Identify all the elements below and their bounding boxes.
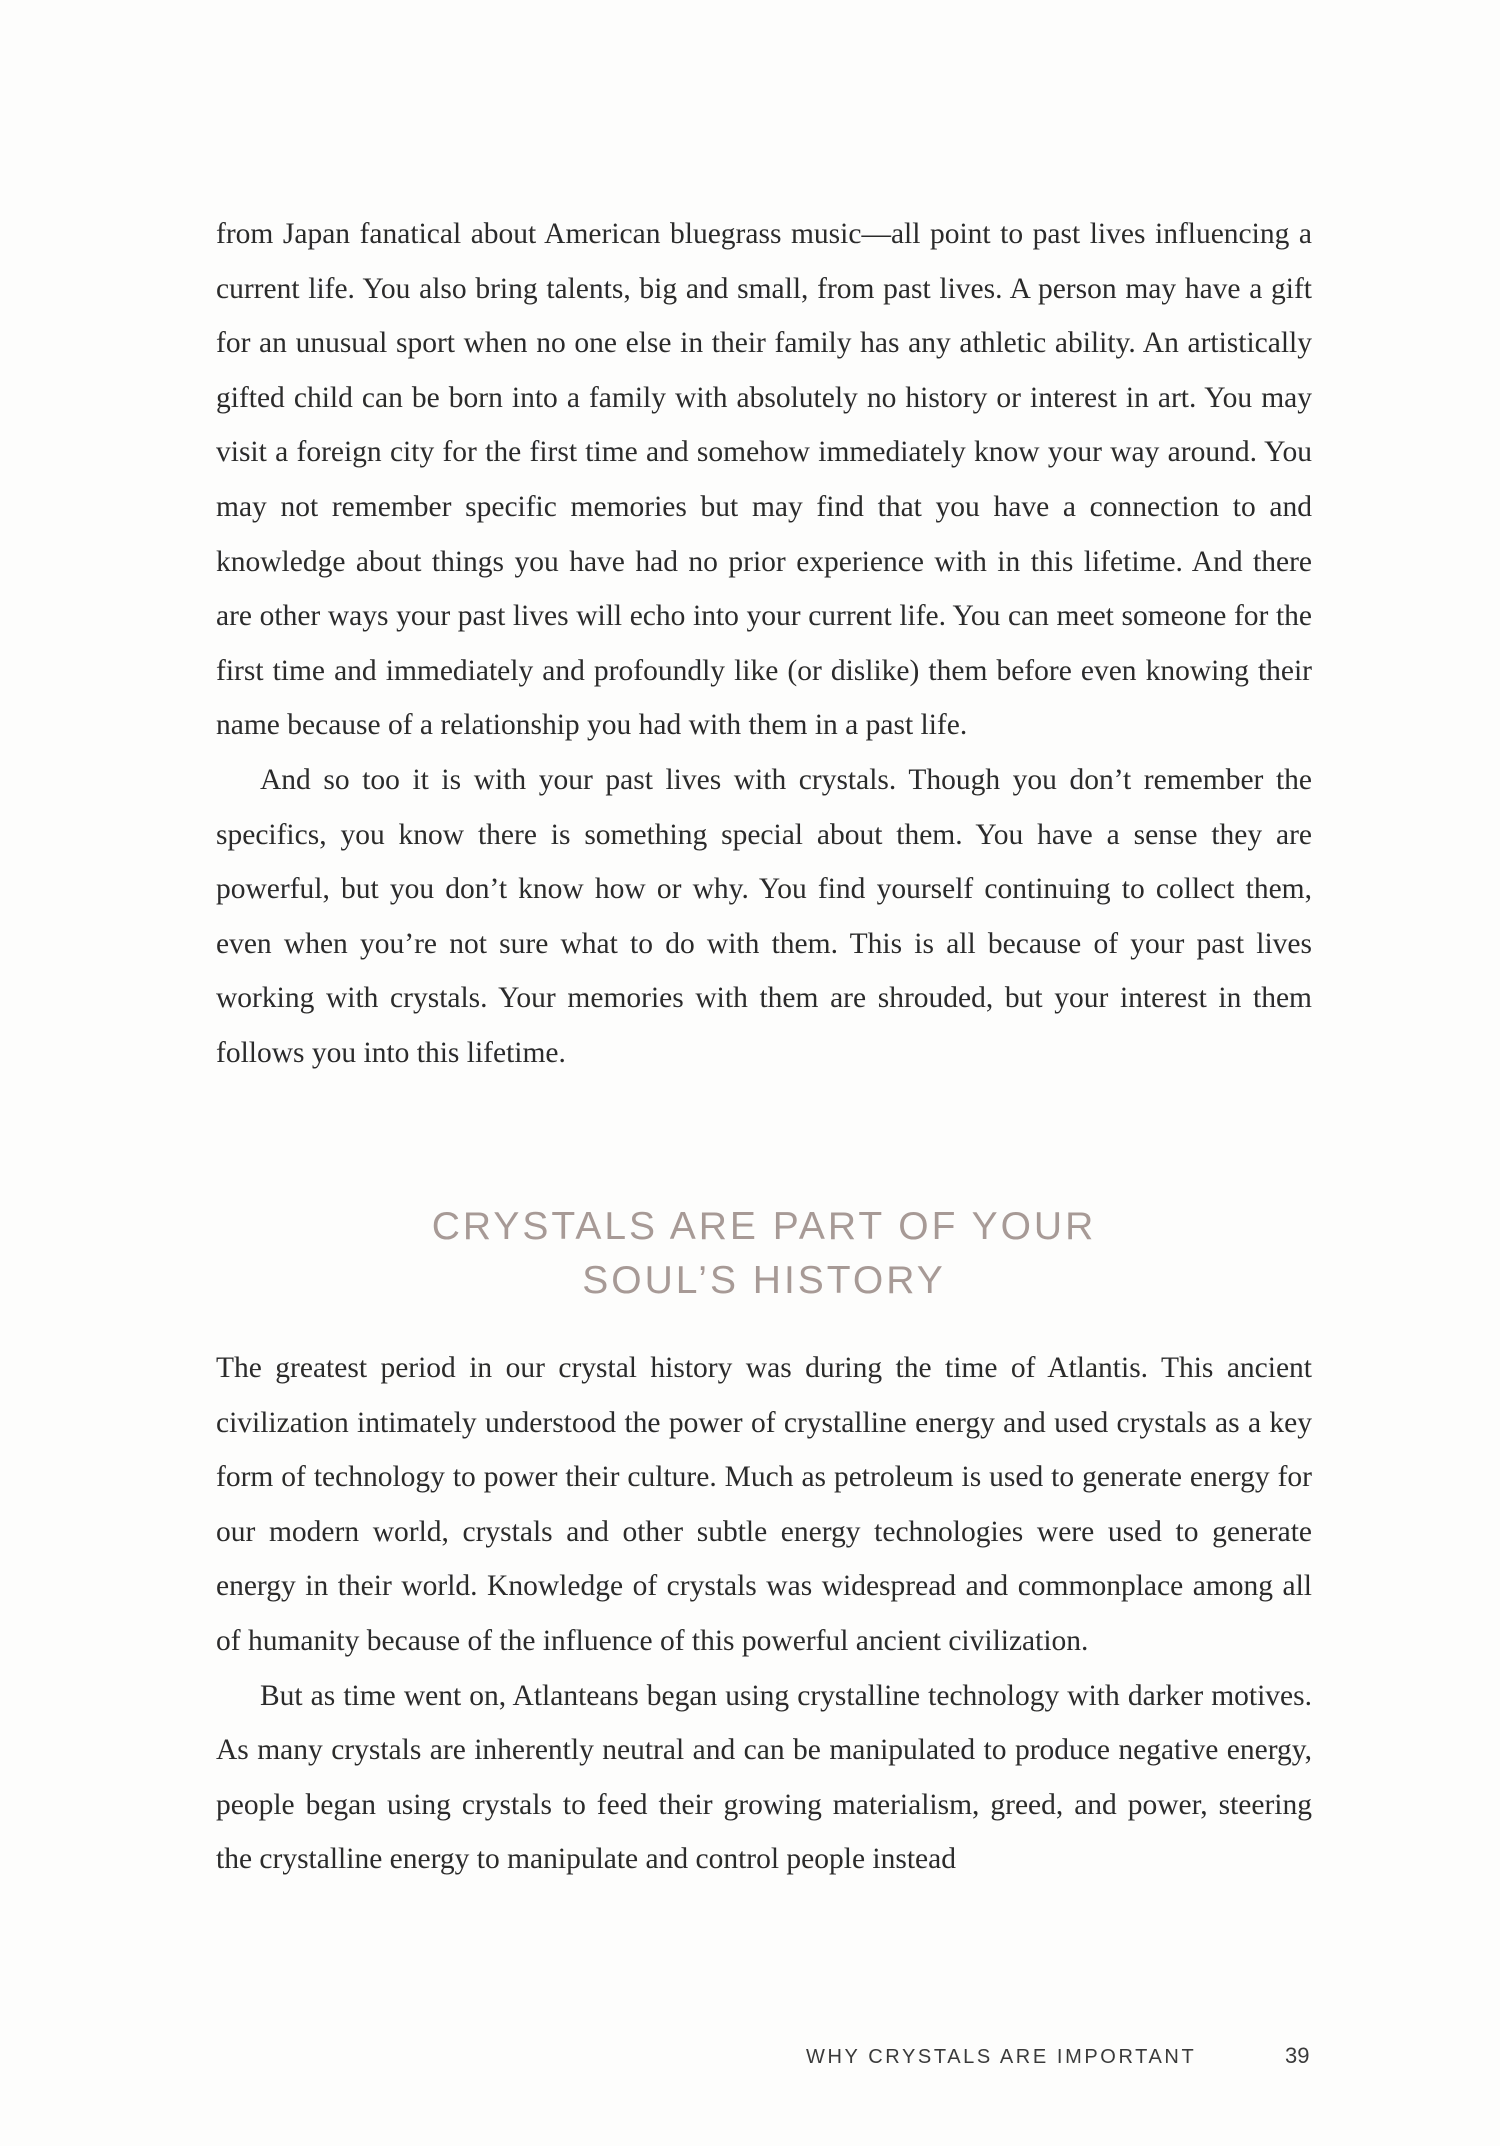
- section-heading: [216, 1200, 1312, 1308]
- paragraph: The greatest period in our crystal history was during the time of Atlantis. This ancient civilization intimately understood the power of crystalline energy and used crystals as a key form of technology to power their culture. Much as petroleum is used to generate energy for our modern world, crystals and other subtle energy technologies were used to generate energy in their world. Knowledge of crystals was widespread and commonplace among all of humanity because of the influence of this powerful ancient civilization.: [216, 1352, 1312, 1657]
- paragraph: from Japan fanatical about American bluegrass music—all point to past lives influencing a current life. You also bring talents, big and small, from past lives. A person may have a gift for an unusual sport when no one else in their family has any athletic ability. An artistically gifted child can be born into a family with absolutely no history or interest in art. You may visit a foreign city for the first time and somehow immediately know your way around. You may not remember specific memories but may find that you have a connection to and knowledge about things you have had no prior experience with in this lifetime. And there are other ways your past lives will echo into your current life. You can meet someone for the first time and immediately and profoundly like (or dislike) them before even knowing their name because of a relationship you had with them in a past life.: [216, 218, 1312, 742]
- running-head: WHY CRYSTALS ARE IMPORTANT: [806, 2046, 1197, 2068]
- page-number: 39: [1285, 2043, 1310, 2068]
- section-heading-line-2: SOUL’S HISTORY: [582, 1259, 946, 1302]
- paragraph: And so too it is with your past lives with crystals. Though you don’t remember the specifics, you know there is something special about them. You have a sense they are powerful, but you don’t know how or why. You find yourself continuing to collect them, even when you’re not sure what to do with them. This is all because of your past lives working with crystals. Your memories with them are shrouded, but your interest in them follows you into this lifetime.: [216, 763, 1312, 1069]
- body-text-bottom: [216, 1341, 1312, 1887]
- section-heading-line-1: CRYSTALS ARE PART OF YOUR: [431, 1205, 1097, 1248]
- body-text-top: [216, 207, 1312, 1081]
- paragraph: But as time went on, Atlanteans began using crystalline technology with darker motives. As many crystals are inherently neutral and can be manipulated to produce negative energy, people began using crystals to feed their growing materialism, greed, and power, steering the crystalline energy to manipulate and control people instead: [216, 1679, 1312, 1876]
